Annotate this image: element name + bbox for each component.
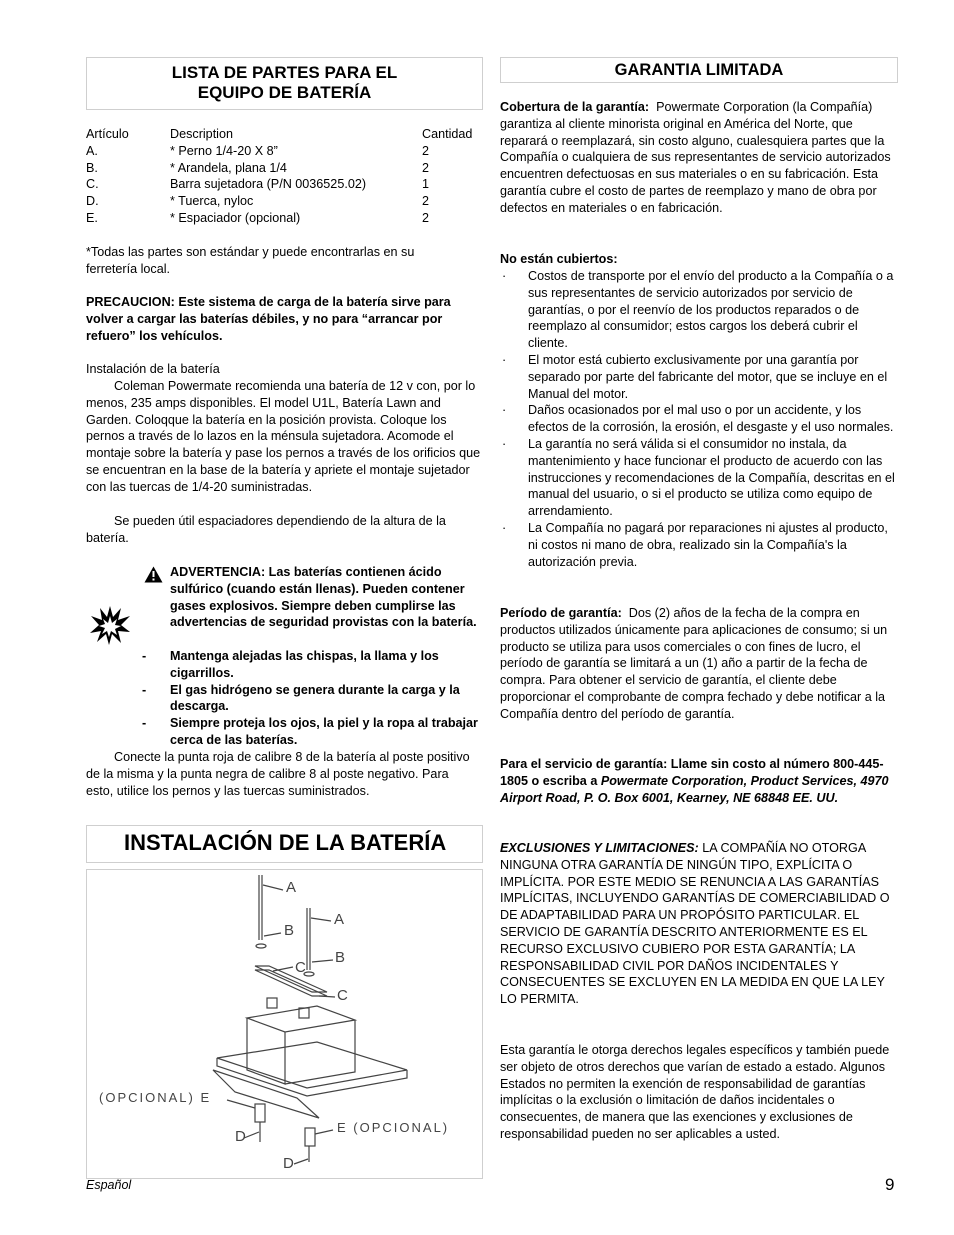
coverage-paragraph <box>500 99 898 217</box>
page-number: 9 <box>885 1175 895 1194</box>
row-description: Barra sujetadora (P/N 0036525.02) <box>170 177 367 192</box>
header-item: Artículo <box>86 127 129 141</box>
warning-triangle-icon <box>144 566 163 583</box>
parts-table-wrapper <box>86 126 482 227</box>
installation-subtitle: Instalación de la batería <box>86 362 220 376</box>
list-item-text: La Compañía no pagará por reparaciones ni ajustes al producto, ni costos ni mano de obra, realizado sin la Compañía's la autorización previa. <box>528 520 888 569</box>
diagram-label-d1: D <box>235 1128 246 1145</box>
final-paragraph: Esta garantía le otorga derechos legales específicos y también puede ser objeto de otros derechos que varían de estado a estado. Algunos Estados no permiten la exención de responsabilidad de garantías implícitas o la exclusión o limitación de daños incidentales o consecuentes, de manera que las exenciones y exclusiones de responsabilidad pueden no ser aplicables a usted. <box>500 1043 890 1141</box>
diagram-label-c2: C <box>337 987 348 1004</box>
row-item: A. <box>86 143 98 158</box>
period-paragraph <box>500 605 898 723</box>
section-title: INSTALACIÓN DE LA BATERÍA <box>124 830 447 855</box>
list-item <box>142 648 482 682</box>
table-row <box>86 176 482 193</box>
diagram-label-e1: (OPCIONAL) E <box>99 1090 212 1105</box>
row-quantity: 2 <box>422 160 430 175</box>
header-quantity: Cantidad <box>422 127 473 141</box>
exclusions-text: LA COMPAÑÍA NO OTORGA NINGUNA OTRA GARANTÍA DE NINGÚN TIPO, EXPLÍCITA O IMPLÍCITA. POR ESTE MEDIO SE RENUNCIA A LAS GARANTÍAS IMPLÍCITAS, INCLUYENDO GARANTÍAS DE COMERCIABILIDAD O DE ADAPTABILIDAD PARA UN PROPÓSITO PARTICULAR. EL SERVICIO DE GARANTÍA DESCRITO ANTERIORMENTE ES EL RECURSO EXCLUSIVO CUBIERO POR ESTA GARANTÍA; LA RESPONSABILIDAD CIVIL POR DAÑOS INCIDENTALES Y CONSECUENTES SE EXCLUYEN EN LA MEDIDA EN QUE LA LEY LO PERMITA. <box>500 841 890 1007</box>
diagram-label-d2: D <box>283 1155 294 1172</box>
installation-paragraph-3: Conecte la punta roja de calibre 8 de la batería al poste positivo de la misma y la punta negra de calibre 8 al poste negativo. Para esto, utilice los pernos y las tuercas suministrados. <box>86 750 470 798</box>
warranty-title: GARANTIA LIMITADA <box>614 61 784 79</box>
diagram-label-b2: B <box>335 949 346 966</box>
warning-list <box>142 648 482 749</box>
list-item-text: Costos de transporte por el envío del producto a la Compañía o a sus representantes de servicio autorizados por servicio de garantías, o por el reenvío de los productos reparados o de reemplazo al consumidor; estos cargos los deberá cubrir el cliente. <box>528 269 894 351</box>
parts-list-title-line1: LISTA DE PARTES PARA EL <box>171 63 398 82</box>
warranty-title-box <box>500 57 898 83</box>
row-quantity: 2 <box>422 210 430 225</box>
row-description: * Arandela, plana 1/4 <box>170 160 287 175</box>
row-item: D. <box>86 194 99 209</box>
parts-list-title-box <box>86 57 483 110</box>
row-item: B. <box>86 160 98 175</box>
not-covered-list <box>500 268 898 570</box>
service-label: Para el servicio de garantía: Llame sin costo al número 800-445-1805 o escriba a <box>500 757 884 788</box>
table-row <box>86 160 482 177</box>
table-row <box>86 210 482 227</box>
header-description: Description <box>170 127 233 141</box>
exclusions-paragraph <box>500 840 898 1008</box>
row-description: * Perno 1/4-20 X 8” <box>170 143 278 158</box>
list-dash: - <box>142 682 147 697</box>
warning-text: ADVERTENCIA: Las baterías contienen ácido sulfúrico (cuando están llenas). Pueden contener gases explosivos. Siempre deben cumplirse las advertencias de seguridad provistas con la batería. <box>170 565 477 630</box>
diagram-label-e2: E (OPCIONAL) <box>337 1120 450 1135</box>
table-row <box>86 143 482 160</box>
list-item <box>500 520 898 570</box>
row-description: * Espaciador (opcional) <box>170 210 301 225</box>
bullet: · <box>502 436 507 451</box>
warning-item-text: Siempre proteja los ojos, la piel y la ropa al trabajar cerca de las baterías. <box>170 716 478 747</box>
list-item <box>500 402 898 436</box>
list-item <box>500 436 898 520</box>
list-item-text: El motor está cubierto exclusivamente por una garantía por separado por parte del fabricante del motor, que se incluye en el Manual del motor. <box>528 352 888 401</box>
list-dash: - <box>142 716 147 731</box>
parts-footnote: *Todas las partes son estándar y puede encontrarlas en su ferretería local. <box>86 245 415 276</box>
diagram-label-c1: C <box>295 959 306 976</box>
row-item: E. <box>86 210 98 225</box>
row-quantity: 2 <box>422 194 430 209</box>
caution-text: PRECAUCION: Este sistema de carga de la batería sirve para volver a cargar las baterías débiles, y no para “arrancar por refuero” los vehículos. <box>86 295 451 343</box>
list-item <box>500 352 898 402</box>
battery-installation-diagram <box>86 869 483 1179</box>
list-dash: - <box>142 649 147 663</box>
exclusions-label: EXCLUSIONES Y LIMITACIONES: <box>500 841 699 855</box>
row-quantity: 1 <box>422 177 430 192</box>
not-covered-label: No están cubiertos: <box>500 252 618 266</box>
bullet: · <box>502 352 507 367</box>
row-item: C. <box>86 177 99 192</box>
table-row <box>86 193 482 210</box>
bullet: · <box>502 403 507 418</box>
row-quantity: 2 <box>422 143 430 158</box>
bullet: · <box>502 269 507 283</box>
footer-language: Español <box>86 1178 132 1192</box>
coverage-label: Cobertura de la garantía: <box>500 100 650 114</box>
warning-item-text: Mantenga alejadas las chispas, la llama y los cigarrillos. <box>170 649 439 680</box>
explosion-icon <box>88 604 132 646</box>
service-address: Powermate Corporation, Product Services, 4970 Airport Road, P. O. Box 6001, Kearney, NE 68848 EE. UU. <box>500 773 889 805</box>
list-item <box>500 268 898 352</box>
warning-item-text: El gas hidrógeno se genera durante la carga y la descarga. <box>170 682 460 714</box>
list-item-text: La garantía no será válida si el consumidor no instala, da mantenimiento y hace funcionar el producto de acuerdo con las instrucciones y recomendaciones de la Compañía, descritas en el manual del usuario, o si el producto se utiliza como equipo de arrendamiento. <box>528 436 895 519</box>
list-item <box>142 715 482 749</box>
parts-list-title-line2: EQUIPO DE BATERÍA <box>197 83 372 102</box>
diagram-label-b1: B <box>284 922 295 939</box>
section-title-box <box>86 825 483 863</box>
installation-paragraph-2: Se pueden útil espaciadores dependiendo de la altura de la batería. <box>86 514 446 545</box>
installation-paragraph-1: Coleman Powermate recomienda una batería de 12 v con, por lo menos, 235 amps disponibles. El model U1L, Batería Lawn and Garden. Coloqque la batería en la posición provista. Coloque los pernos a través de lo lazos en la ménsula sujetadora. Acomode el montaje sobre la batería y pase los pernos a través de los orificios que se encuentran en la base de la batería y apriete el montaje sujetador con las tuercas de 1/4-20 suministradas. <box>86 379 481 494</box>
parts-table <box>86 126 482 227</box>
period-text: Dos (2) años de la fecha de la compra en productos utilizados únicamente para aplicaciones de consumo; si un producto se utiliza para usos comerciales o con fines de lucro, el período de garantía se limitará a un (1) año a partir de la fecha de compra. Para obtener el servicio de garantía, el cliente debe proporcionar el comprobante de compra fechado y debe notificar a la Compañía dentro del período de garantía. <box>500 606 888 721</box>
diagram-label-a1: A <box>286 879 297 896</box>
bullet: · <box>502 520 507 535</box>
list-item <box>142 682 482 716</box>
period-label: Período de garantía: <box>500 606 622 620</box>
coverage-text: Powermate Corporation (la Compañía) garantiza al cliente minorista original en América del Norte, que reparará o reemplazará, sin costo alguno, cualesquiera partes que la Compañía o cualquiera de sus representantes de servicio autorizados encuentren defectuosas en sus materiales o en su fabricación. Esta garantía cubre el costo de partes de reemplazo y mano de obra por defectos en materiales o en fabricación. <box>500 100 891 215</box>
list-item-text: Daños ocasionados por el mal uso o por un accidente, y los efectos de la corrosión, la erosión, el desgaste y el uso normales. <box>528 403 894 435</box>
parts-table-header <box>86 126 482 143</box>
service-paragraph <box>500 756 898 806</box>
diagram-label-a2: A <box>334 911 345 928</box>
row-description: * Tuerca, nyloc <box>170 194 254 209</box>
